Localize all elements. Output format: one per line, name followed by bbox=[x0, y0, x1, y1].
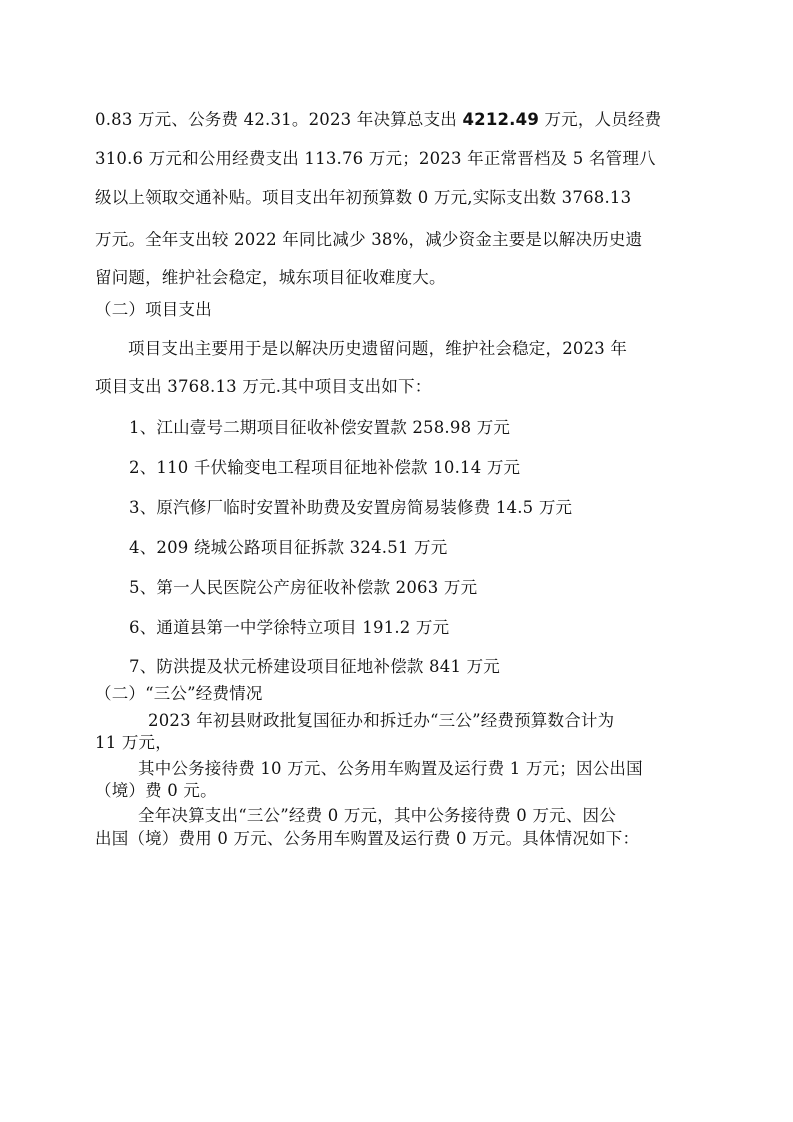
budget-line-1-text-a: 0.83 万元、公务费 42.31。2023 年决算总支出 bbox=[95, 110, 463, 129]
project-item: 7、防洪提及状元桥建设项目征地补偿款 841 万元 bbox=[129, 657, 500, 676]
project-item: 3、原汽修厂临时安置补助费及安置房简易装修费 14.5 万元 bbox=[129, 498, 573, 517]
project-item: 2、110 千伏输变电工程项目征地补偿款 10.14 万元 bbox=[129, 458, 521, 477]
budget-line-1 bbox=[95, 110, 661, 130]
project-item: 4、209 绕城公路项目征拆款 324.51 万元 bbox=[129, 538, 448, 557]
project-item: 5、第一人民医院公产房征收补偿款 2063 万元 bbox=[129, 578, 478, 597]
budget-line-1-text-b: 万元，人员经费 bbox=[539, 110, 662, 129]
project-item: 6、通道县第一中学徐特立项目 191.2 万元 bbox=[129, 618, 450, 637]
budget-line-3: 级以上领取交通补贴。项目支出年初预算数 0 万元,实际支出数 3768.13 bbox=[95, 188, 632, 207]
sangong-p1-line-1: 2023 年初县财政批复国征办和拆迁办“三公”经费预算数合计为 bbox=[148, 711, 615, 730]
sangong-p2-line-2: （境）费 0 元。 bbox=[95, 781, 217, 800]
sangong-p2-line-1: 其中公务接待费 10 万元、公务用车购置及运行费 1 万元；因公出国 bbox=[138, 759, 643, 778]
sangong-p1-line-2: 11 万元， bbox=[95, 733, 172, 752]
project-item: 1、江山壹号二期项目征收补偿安置款 258.98 万元 bbox=[129, 418, 511, 437]
sangong-p3-line-2: 出国（境）费用 0 万元、公务用车购置及运行费 0 万元。具体情况如下： bbox=[95, 829, 640, 848]
project-intro-line-1: 项目支出主要用于是以解决历史遗留问题，维护社会稳定，2023 年 bbox=[128, 339, 628, 358]
total-expenditure-value: 4212.49 bbox=[462, 110, 540, 129]
budget-line-2: 310.6 万元和公用经费支出 113.76 万元；2023 年正常晋档及 5 名管理八 bbox=[95, 149, 656, 168]
section-heading-project: （二）项目支出 bbox=[95, 300, 212, 319]
section-heading-sangong: （二）“三公”经费情况 bbox=[95, 684, 263, 703]
budget-line-4: 万元。全年支出较 2022 年同比减少 38%，减少资金主要是以解决历史遗 bbox=[95, 230, 643, 249]
budget-line-5: 留问题，维护社会稳定，城东项目征收难度大。 bbox=[95, 268, 446, 287]
project-intro-line-2: 项目支出 3768.13 万元.其中项目支出如下： bbox=[95, 377, 432, 396]
sangong-p3-line-1: 全年决算支出“三公”经费 0 万元，其中公务接待费 0 万元、因公 bbox=[138, 806, 616, 825]
